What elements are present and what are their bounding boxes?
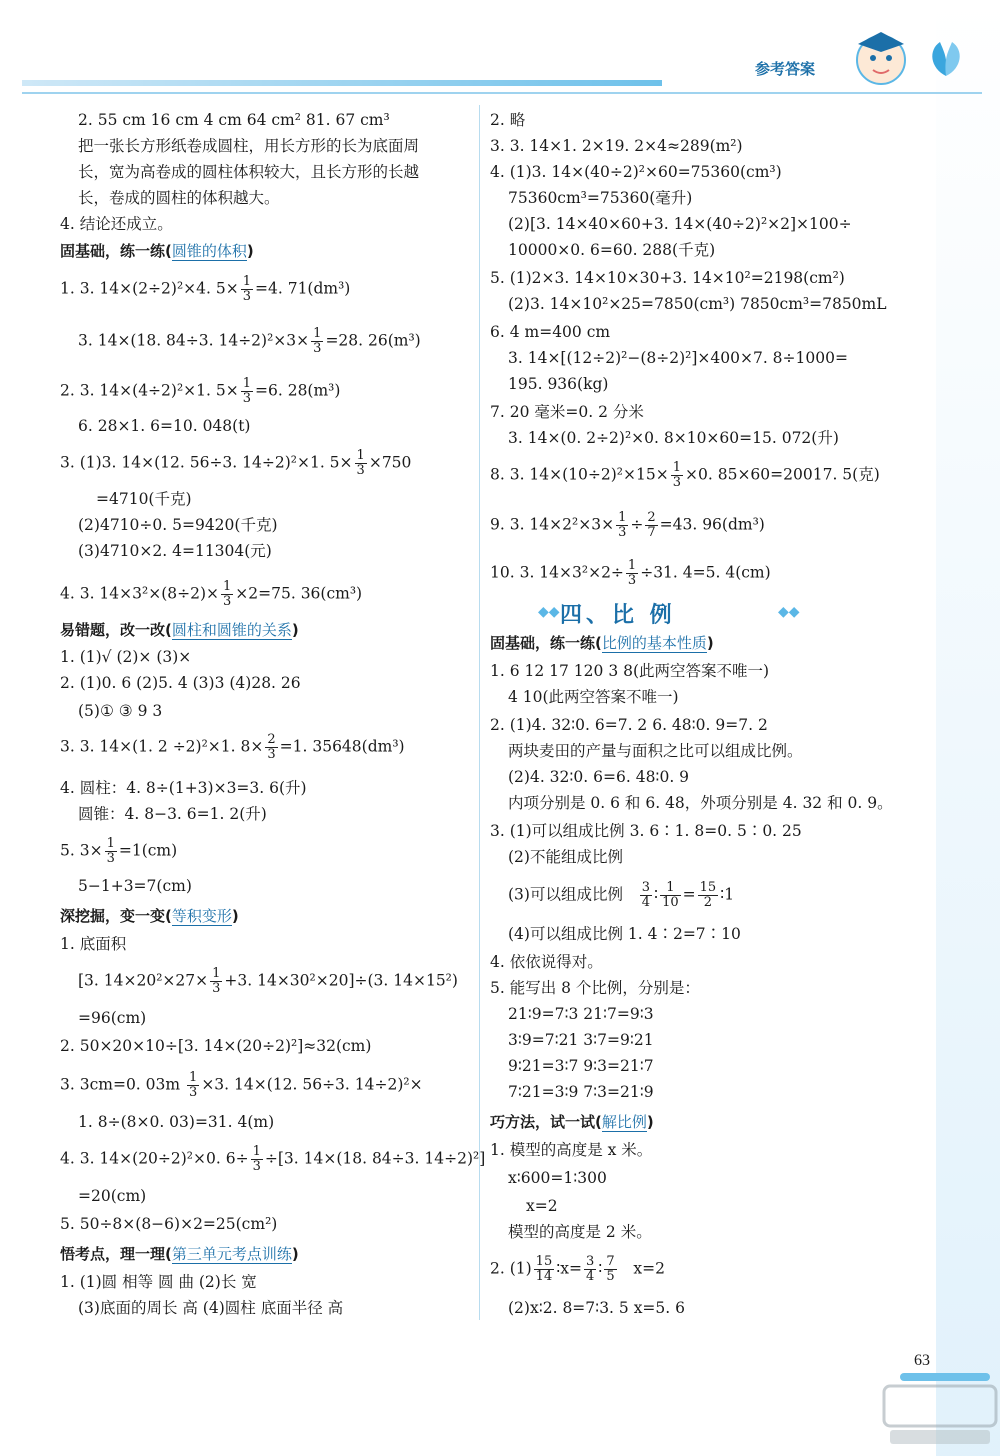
- text-segment: 3. 3. 14×(1. 2 ÷2)²×1. 8×: [60, 737, 264, 756]
- text-segment: +3. 14×30²×20]÷(3. 14×15²): [224, 971, 458, 990]
- answer-line: (2)[3. 14×40×60+3. 14×(40÷2)²×2]×100÷: [508, 215, 852, 233]
- answer-line: 21∶9=7∶3 21∶7=9∶3: [508, 1005, 654, 1023]
- fraction-denominator: 3: [672, 475, 682, 490]
- fraction-numerator: 1: [252, 1144, 261, 1159]
- fraction-numerator: 1: [242, 376, 251, 391]
- fraction-denominator: 4: [641, 895, 651, 910]
- answer-line: [60, 1145, 485, 1174]
- text-segment: ×2=75. 36(cm³): [235, 584, 363, 603]
- text-segment: ÷[3. 14×(18. 84÷3. 14÷2)²]: [264, 1149, 486, 1168]
- answer-line: (3)4710×2. 4=11304(元): [78, 542, 272, 560]
- answer-line: [60, 1071, 423, 1100]
- answer-line: (3)可以组成比例 $\frac{3}{4}$ ∶ $\frac{1}{10}$ = $\frac{15}{2}$ ∶1: [508, 880, 735, 910]
- answer-line: 1. 8÷(8×0. 03)=31. 4(m): [78, 1113, 275, 1131]
- fraction-denominator: 10: [662, 895, 679, 910]
- fraction-denominator: 3: [223, 594, 232, 609]
- fraction-numerator: 3: [641, 880, 651, 895]
- watermark-logo: [880, 1380, 1000, 1450]
- answer-line: 4. 依依说得对。: [490, 953, 603, 971]
- leaf-icon: [926, 38, 966, 78]
- answer-line: 2. (1)0. 6 (2)5. 4 (3)3 (4)28. 26: [60, 674, 301, 692]
- fraction: [251, 1145, 263, 1174]
- answer-line: 7∶21=3∶9 7∶3=21∶9: [508, 1083, 654, 1101]
- fraction-denominator: 3: [242, 289, 251, 304]
- answer-line: 两块麦田的产量与面积之比可以组成比例。: [508, 742, 803, 760]
- answer-line: [60, 580, 362, 609]
- answer-line: 4. 圆柱：4. 8÷(1+3)×3=3. 6(升): [60, 779, 307, 797]
- text-segment: (3)可以组成比例: [508, 885, 623, 904]
- text-segment: 3. 3cm=0. 03m: [60, 1075, 181, 1094]
- answer-line: [60, 377, 340, 406]
- section-title: 悟考点，理一理: [60, 1245, 166, 1263]
- answer-line: x∶600=1∶300: [508, 1169, 607, 1187]
- section-heading: 固基础，练一练(圆锥的体积): [60, 242, 254, 260]
- page-edge-stripe: [936, 0, 1000, 1456]
- answer-line: (3)底面的周长 高 (4)圆柱 底面半径 高: [78, 1299, 344, 1317]
- answer-line: 内项分别是 0. 6 和 6. 48，外项分别是 4. 32 和 0. 9。: [508, 794, 893, 812]
- fraction-numerator: 15: [535, 1254, 553, 1269]
- fraction-denominator: 3: [356, 463, 365, 478]
- answer-line: 6. 4 m=400 cm: [490, 323, 611, 341]
- fraction: [660, 881, 681, 910]
- fraction: [640, 881, 652, 910]
- fraction-numerator: 7: [606, 1254, 615, 1269]
- answer-line: [78, 967, 458, 996]
- answer-line: (2)x∶2. 8=7∶3. 5 x=5. 6: [508, 1299, 686, 1317]
- text-segment: ×0. 85×60=20017. 5(克): [685, 465, 880, 484]
- fraction-denominator: 3: [252, 1159, 261, 1174]
- fraction: [105, 837, 117, 866]
- fraction-denominator: 4: [585, 1269, 595, 1284]
- fraction: [645, 511, 657, 540]
- answer-line: 4 10(此两空答案不唯一): [508, 688, 679, 706]
- fraction-denominator: 3: [212, 981, 221, 996]
- answer-line: 4. 结论还成立。: [60, 215, 173, 233]
- answer-line: 4. (1)3. 14×(40÷2)²×60=75360(cm³): [490, 163, 782, 181]
- diamond-ornament-right: ◆◆: [778, 604, 800, 620]
- answer-line: [490, 559, 771, 588]
- fraction: [265, 733, 277, 762]
- section-title: 固基础，练一练: [490, 634, 596, 652]
- answer-line: 5. (1)2×3. 14×10×30+3. 14×10²=2198(cm²): [490, 269, 845, 287]
- section-tag: 第三单元考点训练: [171, 1245, 292, 1263]
- text-segment: 1. 3. 14×(2÷2)²×4. 5×: [60, 279, 239, 298]
- answer-line: 3. 14×[(12÷2)²−(8÷2)²]×400×7. 8÷1000=: [508, 349, 848, 367]
- text-segment: x=2: [633, 1259, 665, 1278]
- answer-line: 3. (1)可以组成比例 3. 6∶1. 8=0. 5∶0. 25: [490, 822, 802, 840]
- fraction: [210, 967, 222, 996]
- text-segment: 10. 3. 14×3²×2÷: [490, 563, 624, 582]
- answer-line: 5. 能写出 8 个比例，分别是：: [490, 979, 700, 997]
- answer-line: 3. 14×(0. 2÷2)²×0. 8×10×60=15. 072(升): [508, 429, 839, 447]
- answer-line: =4710(千克): [96, 490, 192, 508]
- fraction: [698, 881, 719, 910]
- answer-line: (2)4710÷0. 5=9420(千克): [78, 516, 278, 534]
- fraction: [241, 275, 253, 304]
- section-heading: 深挖掘，变一变(等积变形): [60, 907, 239, 925]
- fraction-denominator: 3: [189, 1085, 198, 1100]
- answer-line: =20(cm): [78, 1187, 147, 1205]
- section-tag: 等积变形: [171, 907, 232, 925]
- answer-line: 3. 3. 14×1. 2×19. 2×4≈289(m²): [490, 137, 743, 155]
- answer-line: [60, 449, 411, 478]
- text-segment: 3. (1)3. 14×(12. 56÷3. 14÷2)²×1. 5×: [60, 453, 353, 472]
- fraction-numerator: 1: [223, 579, 232, 594]
- answer-line: 长，卷成的圆柱的体积越大。: [78, 189, 280, 207]
- fraction: [534, 1255, 555, 1284]
- section-heading: 固基础，练一练(比例的基本性质): [490, 634, 714, 652]
- section-title: 固基础，练一练: [60, 242, 166, 260]
- text-segment: 2. (1): [490, 1259, 532, 1278]
- text-segment: 5. 3×: [60, 841, 103, 860]
- text-segment: =6. 28(m³): [255, 381, 341, 400]
- fraction-numerator: 1: [189, 1070, 198, 1085]
- header-rule: [22, 80, 662, 86]
- answer-line: (2)4. 32∶0. 6=6. 48∶0. 9: [508, 768, 690, 786]
- fraction-numerator: 2: [267, 732, 276, 747]
- answer-line: 1. (1)圆 相等 圆 曲 (2)长 宽: [60, 1273, 257, 1291]
- text-segment: =43. 96(dm³): [659, 515, 765, 534]
- fraction-denominator: 3: [627, 573, 637, 588]
- answer-line: 长，宽为高卷成的圆柱体积较大，且长方形的长越: [78, 163, 420, 181]
- fraction: [584, 1255, 596, 1284]
- answer-line: 1. (1)√ (2)× (3)×: [60, 648, 192, 666]
- fraction-numerator: 3: [585, 1254, 595, 1269]
- answer-line: 圆锥：4. 8−3. 6=1. 2(升): [78, 805, 267, 823]
- text-segment: 9. 3. 14×2²×3×: [490, 515, 615, 534]
- section-title: 易错题，改一改: [60, 621, 166, 639]
- answer-line: 75360cm³=75360(毫升): [508, 189, 693, 207]
- text-segment: ∶1: [720, 885, 735, 904]
- text-segment: ÷: [630, 515, 644, 534]
- answer-line: 1. 底面积: [60, 935, 127, 953]
- text-segment: ∶x=: [556, 1259, 582, 1278]
- fraction: [221, 580, 233, 609]
- section-title: 巧方法，试一试: [490, 1113, 596, 1131]
- section-heading: 悟考点，理一理(第三单元考点训练): [60, 1245, 299, 1263]
- text-segment: ÷31. 4=5. 4(cm): [640, 563, 771, 582]
- answer-line: 把一张长方形纸卷成圆柱，用长方形的长为底面周: [78, 137, 420, 155]
- answer-line: 5. 50÷8×(8−6)×2=25(cm²): [60, 1215, 278, 1233]
- text-segment: ×750: [368, 453, 412, 472]
- fraction-denominator: 7: [647, 525, 656, 540]
- fraction-denominator: 3: [618, 525, 627, 540]
- answer-line: (2)3. 14×10²×25=7850(cm³) 7850cm³=7850mL: [508, 295, 887, 313]
- fraction-numerator: 1: [356, 448, 365, 463]
- text-segment: ×3. 14×(12. 56÷3. 14÷2)²×: [201, 1075, 423, 1094]
- answer-line: [490, 461, 880, 490]
- section-title: 深挖掘，变一变: [60, 907, 166, 925]
- text-segment: 3. 14×(18. 84÷3. 14÷2)²×3×: [78, 331, 310, 350]
- fraction-numerator: 1: [627, 558, 637, 573]
- fraction: [241, 377, 253, 406]
- fraction-denominator: 3: [313, 341, 322, 356]
- answer-line: 2. (1)4. 32∶0. 6=7. 2 6. 48∶0. 9=7. 2: [490, 716, 768, 734]
- section-heading: 巧方法，试一试(解比例): [490, 1113, 654, 1131]
- fraction: [355, 449, 367, 478]
- answer-line: =96(cm): [78, 1009, 147, 1027]
- text-segment: 4. 3. 14×3²×(8÷2)×: [60, 584, 219, 603]
- fraction-numerator: 1: [212, 966, 221, 981]
- fraction-denominator: 14: [535, 1269, 553, 1284]
- answer-line: 1. 6 12 17 120 3 8(此两空答案不唯一): [490, 662, 770, 680]
- answer-line: x=2: [526, 1197, 558, 1215]
- fraction-numerator: 1: [660, 881, 681, 896]
- fraction: [671, 461, 683, 490]
- answer-line: [78, 327, 421, 356]
- answer-line: [490, 511, 765, 540]
- text-segment: =28. 26(m³): [325, 331, 421, 350]
- text-segment: 2. 3. 14×(4÷2)²×1. 5×: [60, 381, 239, 400]
- diamond-ornament-left: ◆◆: [538, 604, 560, 620]
- fraction-denominator: 3: [106, 851, 115, 866]
- page-number: 63: [914, 1352, 930, 1369]
- section-tag: 圆柱和圆锥的关系: [171, 621, 292, 639]
- answer-line: 10000×0. 6=60. 288(千克): [508, 241, 716, 259]
- fraction-numerator: 1: [672, 460, 682, 475]
- fraction: [616, 511, 628, 540]
- fraction: [311, 327, 323, 356]
- header-title: 参考答案: [755, 60, 816, 78]
- fraction-denominator: 3: [267, 747, 276, 762]
- fraction-numerator: 1: [106, 836, 115, 851]
- answer-line: (4)可以组成比例 1. 4∶2=7∶10: [508, 925, 741, 943]
- answer-line: [60, 837, 177, 866]
- text-segment: 8. 3. 14×(10÷2)²×15×: [490, 465, 669, 484]
- answer-line: 2. 50×20×10÷[3. 14×(20÷2)²]≈32(cm): [60, 1037, 372, 1055]
- fraction-numerator: 1: [313, 326, 322, 341]
- answer-line: 3∶9=7∶21 3∶7=9∶21: [508, 1031, 654, 1049]
- column-divider: [479, 105, 480, 1320]
- fraction-denominator: 2: [703, 895, 713, 910]
- fraction-denominator: 3: [242, 391, 251, 406]
- answer-line: (2)不能组成比例: [508, 848, 623, 866]
- section-tag: 解比例: [601, 1113, 647, 1131]
- header-divider: [22, 92, 982, 94]
- fraction-numerator: 2: [647, 510, 656, 525]
- fraction-numerator: 1: [618, 510, 627, 525]
- answer-line: 195. 936(kg): [508, 375, 609, 393]
- fraction: [604, 1255, 616, 1284]
- section-tag: 圆锥的体积: [171, 242, 247, 260]
- text-segment: [3. 14×20²×27×: [78, 971, 209, 990]
- section-heading: 易错题，改一改(圆柱和圆锥的关系): [60, 621, 299, 639]
- chapter-title: 四、比 例: [560, 603, 676, 628]
- section-tag: 比例的基本性质: [601, 634, 707, 652]
- answer-line: [60, 733, 405, 762]
- answer-line: 2. 略: [490, 111, 526, 129]
- text-segment: =1(cm): [118, 841, 178, 860]
- text-segment: 4. 3. 14×(20÷2)²×0. 6÷: [60, 1149, 249, 1168]
- answer-line: [490, 1255, 665, 1284]
- answer-line: 6. 28×1. 6=10. 048(t): [78, 417, 251, 435]
- fraction-numerator: 15: [699, 880, 717, 895]
- mascot-icon: [846, 22, 916, 92]
- fraction-denominator: 5: [606, 1269, 615, 1284]
- answer-line: [60, 275, 350, 304]
- text-segment: ∶: [598, 1259, 603, 1278]
- fraction-numerator: 1: [242, 274, 251, 289]
- answer-line: 7. 20 毫米=0. 2 分米: [490, 403, 644, 421]
- answer-line: 1. 模型的高度是 x 米。: [490, 1141, 653, 1159]
- text-segment: =1. 35648(dm³): [279, 737, 405, 756]
- answer-line: 9∶21=3∶7 9∶3=21∶7: [508, 1057, 654, 1075]
- text-segment: =4. 71(dm³): [255, 279, 351, 298]
- answer-line: 2. 55 cm 16 cm 4 cm 64 cm² 81. 67 cm³: [78, 111, 390, 129]
- fraction: [187, 1071, 199, 1100]
- answer-line: (5)① ③ 9 3: [78, 702, 163, 720]
- answer-line: 模型的高度是 2 米。: [508, 1223, 652, 1241]
- answer-line: 5−1+3=7(cm): [78, 877, 192, 895]
- fraction: [626, 559, 638, 588]
